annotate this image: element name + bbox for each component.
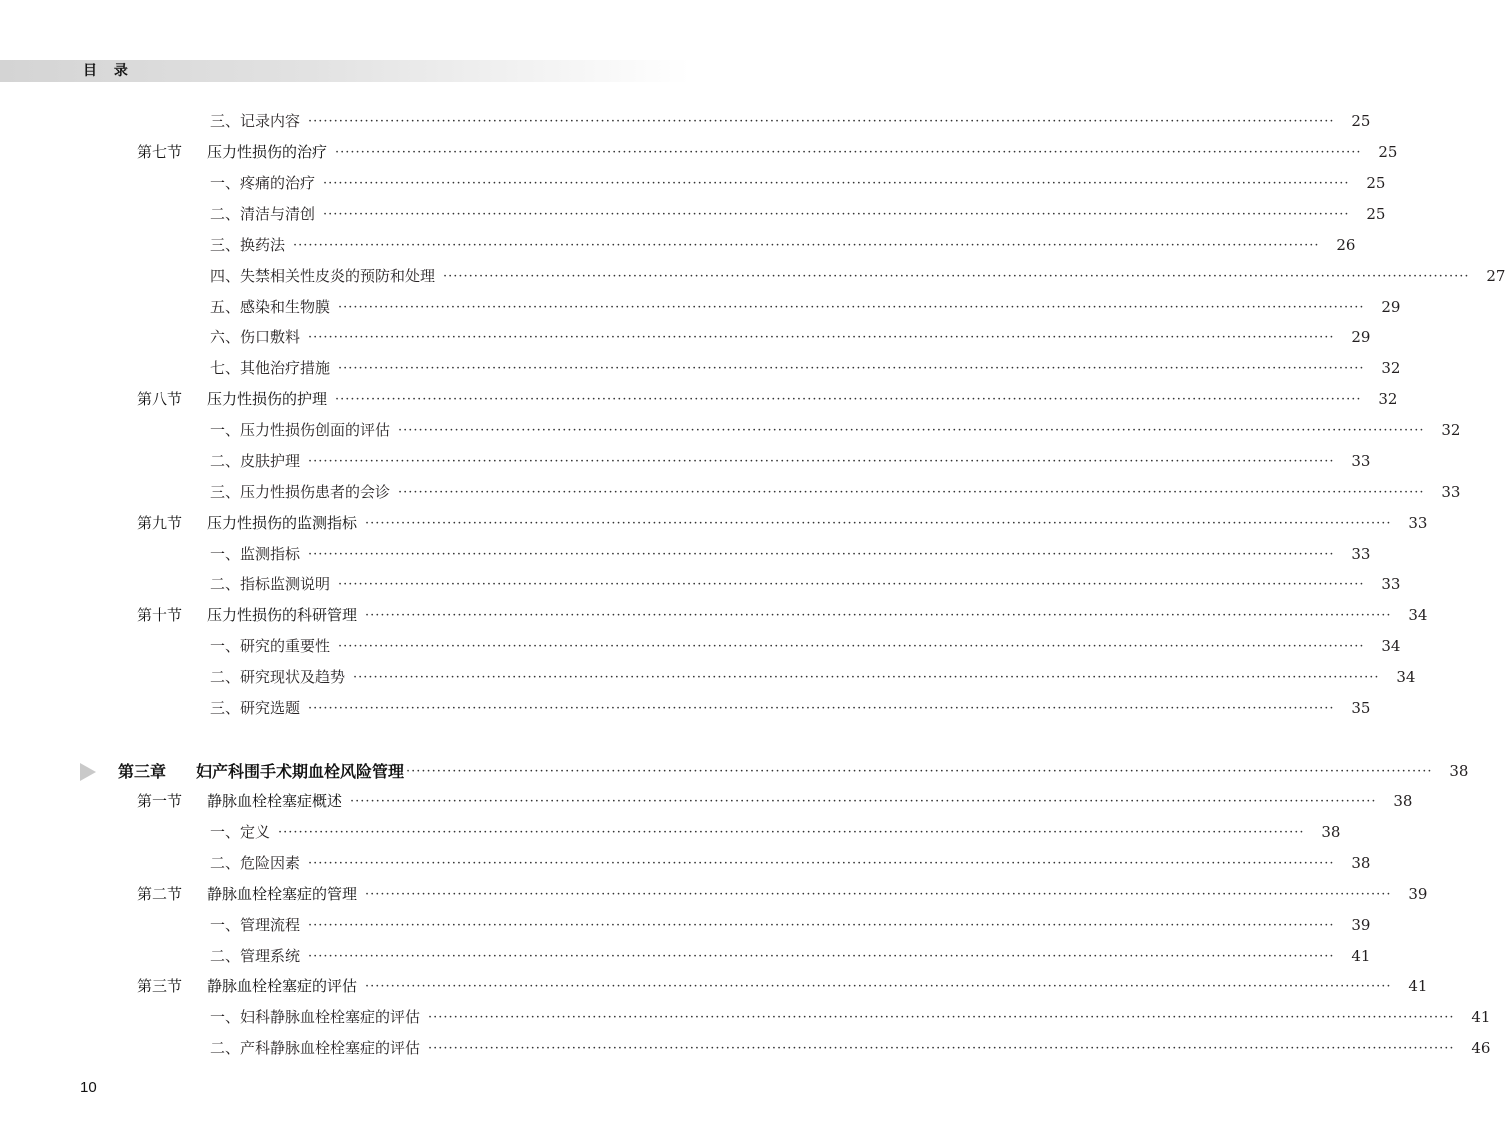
dot-leader: ········································································································································································································: [308, 949, 1335, 964]
toc-entry-sub: [0, 106, 1371, 137]
subsection-title: 七、其他治疗措施: [210, 359, 331, 377]
toc-entry-sub: [0, 569, 1401, 600]
toc-page-number: 32: [1441, 421, 1461, 439]
subsection-title: 一、妇科静脉血栓栓塞症的评估: [210, 1008, 421, 1026]
section-label: 第一节: [137, 792, 183, 810]
toc-page-number: 29: [1351, 328, 1371, 346]
section-label: 第三节: [137, 977, 183, 995]
dot-leader: ········································································································································································································: [353, 670, 1380, 685]
toc-page-number: 25: [1366, 205, 1386, 223]
subsection-title: 一、定义: [210, 823, 271, 841]
chapter-title: 妇产科围手术期血栓风险管理: [196, 762, 405, 781]
dot-leader: ········································································································································································································: [338, 639, 1365, 654]
toc-entry-sub: [0, 322, 1371, 353]
toc-page-number: 26: [1336, 236, 1356, 254]
toc-page-number: 33: [1351, 545, 1371, 563]
subsection-title: 一、压力性损伤创面的评估: [210, 421, 391, 439]
toc-page-number: 41: [1408, 977, 1428, 995]
section-title: 静脉血栓栓塞症的管理: [207, 885, 358, 903]
subsection-title: 一、研究的重要性: [210, 637, 331, 655]
toc-page-number: 25: [1351, 112, 1371, 130]
subsection-title: 五、感染和生物膜: [210, 298, 331, 316]
toc-entry-sub: [0, 261, 1505, 292]
toc-page-number: 38: [1351, 854, 1371, 872]
section-label: 第十节: [137, 606, 183, 624]
toc-entry-sub: [0, 292, 1401, 323]
section-title: 静脉血栓栓塞症的评估: [207, 977, 358, 995]
toc-page-number: 41: [1471, 1008, 1491, 1026]
toc-entry-section: [0, 879, 1428, 910]
toc-entry-section: [0, 786, 1413, 817]
dot-leader: ········································································································································································································: [308, 918, 1335, 933]
subsection-title: 四、失禁相关性皮炎的预防和处理: [210, 267, 436, 285]
toc-entry-sub: [0, 415, 1461, 446]
dot-leader: ········································································································································································································: [338, 577, 1365, 592]
subsection-title: 六、伤口敷料: [210, 328, 301, 346]
dot-leader: ········································································································································································································: [323, 207, 1350, 222]
toc-page-number: 33: [1408, 514, 1428, 532]
dot-leader: ········································································································································································································: [308, 547, 1335, 562]
toc-page-number: 32: [1381, 359, 1401, 377]
dot-leader: ········································································································································································································: [365, 608, 1392, 623]
section-label: 第九节: [137, 514, 183, 532]
dot-leader: ········································································································································································································: [398, 423, 1425, 438]
toc-page-number: 39: [1351, 916, 1371, 934]
chapter-arrow-icon: [80, 763, 96, 781]
page-number: 10: [80, 1079, 97, 1096]
toc-entry-sub: [0, 662, 1416, 693]
toc-entry-sub: [0, 848, 1371, 879]
dot-leader: ········································································································································································································: [308, 330, 1335, 345]
section-title: 压力性损伤的监测指标: [207, 514, 358, 532]
subsection-title: 一、管理流程: [210, 916, 301, 934]
dot-leader: ········································································································································································································: [350, 794, 1377, 809]
subsection-title: 一、监测指标: [210, 545, 301, 563]
dot-leader: ········································································································································································································: [398, 485, 1425, 500]
toc-page-number: 27: [1486, 267, 1505, 285]
dot-leader: ········································································································································································································: [365, 516, 1392, 531]
toc-entry-sub: [0, 168, 1386, 199]
toc-page-number: 46: [1471, 1039, 1491, 1057]
toc-entry-sub: [0, 631, 1401, 662]
toc-page-number: 34: [1408, 606, 1428, 624]
toc-page-number: 41: [1351, 947, 1371, 965]
toc-page-number: 35: [1351, 699, 1371, 717]
subsection-title: 二、清洁与清创: [210, 205, 316, 223]
dot-leader: ········································································································································································································: [308, 856, 1335, 871]
toc-page-number: 38: [1449, 762, 1469, 780]
toc-page-number: 33: [1381, 575, 1401, 593]
toc-page-number: 33: [1351, 452, 1371, 470]
toc-entry-sub: [0, 1033, 1491, 1064]
toc-entry-section: [0, 508, 1428, 539]
dot-leader: ········································································································································································································: [278, 825, 1305, 840]
toc-page-number: 38: [1321, 823, 1341, 841]
section-title: 压力性损伤的护理: [207, 390, 328, 408]
toc-page-number: 33: [1441, 483, 1461, 501]
toc-entry-sub: [0, 910, 1371, 941]
subsection-title: 二、产科静脉血栓栓塞症的评估: [210, 1039, 421, 1057]
toc-page-number: 39: [1408, 885, 1428, 903]
dot-leader: ········································································································································································································: [338, 300, 1365, 315]
dot-leader: ········································································································································································································: [406, 764, 1433, 779]
section-label: 第八节: [137, 390, 183, 408]
section-label: 第二节: [137, 885, 183, 903]
subsection-title: 三、压力性损伤患者的会诊: [210, 483, 391, 501]
toc-page-number: 32: [1378, 390, 1398, 408]
section-label: 第七节: [137, 143, 183, 161]
toc-page-number: 34: [1381, 637, 1401, 655]
subsection-title: 三、换药法: [210, 236, 286, 254]
dot-leader: ········································································································································································································: [308, 454, 1335, 469]
toc-entry-sub: [0, 199, 1386, 230]
toc-entry-section: [0, 971, 1428, 1002]
toc-page-number: 34: [1396, 668, 1416, 686]
subsection-title: 三、研究选题: [210, 699, 301, 717]
page-header-title: 目 录: [83, 63, 134, 79]
dot-leader: ········································································································································································································: [293, 238, 1320, 253]
section-title: 压力性损伤的科研管理: [207, 606, 358, 624]
toc-entry-sub: [0, 941, 1371, 972]
subsection-title: 二、危险因素: [210, 854, 301, 872]
toc-entry-sub: [0, 477, 1461, 508]
toc-page-number: 25: [1378, 143, 1398, 161]
section-title: 静脉血栓栓塞症概述: [207, 792, 343, 810]
toc-entry-sub: [0, 693, 1371, 724]
subsection-title: 二、皮肤护理: [210, 452, 301, 470]
toc-entry-sub: [0, 230, 1356, 261]
section-title: 压力性损伤的治疗: [207, 143, 328, 161]
dot-leader: ········································································································································································································: [335, 392, 1362, 407]
subsection-title: 一、疼痛的治疗: [210, 174, 316, 192]
toc-entry-section: [0, 137, 1398, 168]
toc-entry-sub: [0, 446, 1371, 477]
dot-leader: ········································································································································································································: [443, 269, 1470, 284]
dot-leader: ········································································································································································································: [428, 1041, 1455, 1056]
dot-leader: ········································································································································································································: [338, 361, 1365, 376]
toc-entry-sub: [0, 539, 1371, 570]
toc-entry-sub: [0, 353, 1401, 384]
subsection-title: 二、管理系统: [210, 947, 301, 965]
subsection-title: 二、指标监测说明: [210, 575, 331, 593]
toc-page-number: 38: [1393, 792, 1413, 810]
dot-leader: ········································································································································································································: [365, 979, 1392, 994]
toc-page-number: 29: [1381, 298, 1401, 316]
dot-leader: ········································································································································································································: [365, 887, 1392, 902]
subsection-title: 二、研究现状及趋势: [210, 668, 346, 686]
toc-page-number: 25: [1366, 174, 1386, 192]
dot-leader: ········································································································································································································: [428, 1010, 1455, 1025]
chapter-label: 第三章: [118, 762, 167, 781]
dot-leader: ········································································································································································································: [308, 114, 1335, 129]
toc-entry-section: [0, 600, 1428, 631]
subsection-title: 三、记录内容: [210, 112, 301, 130]
dot-leader: ········································································································································································································: [323, 176, 1350, 191]
toc-entry-section: [0, 384, 1398, 415]
toc-entry-chapter: [0, 756, 1469, 787]
dot-leader: ········································································································································································································: [308, 701, 1335, 716]
toc-entry-sub: [0, 1002, 1491, 1033]
dot-leader: ········································································································································································································: [335, 145, 1362, 160]
toc-entry-sub: [0, 817, 1341, 848]
